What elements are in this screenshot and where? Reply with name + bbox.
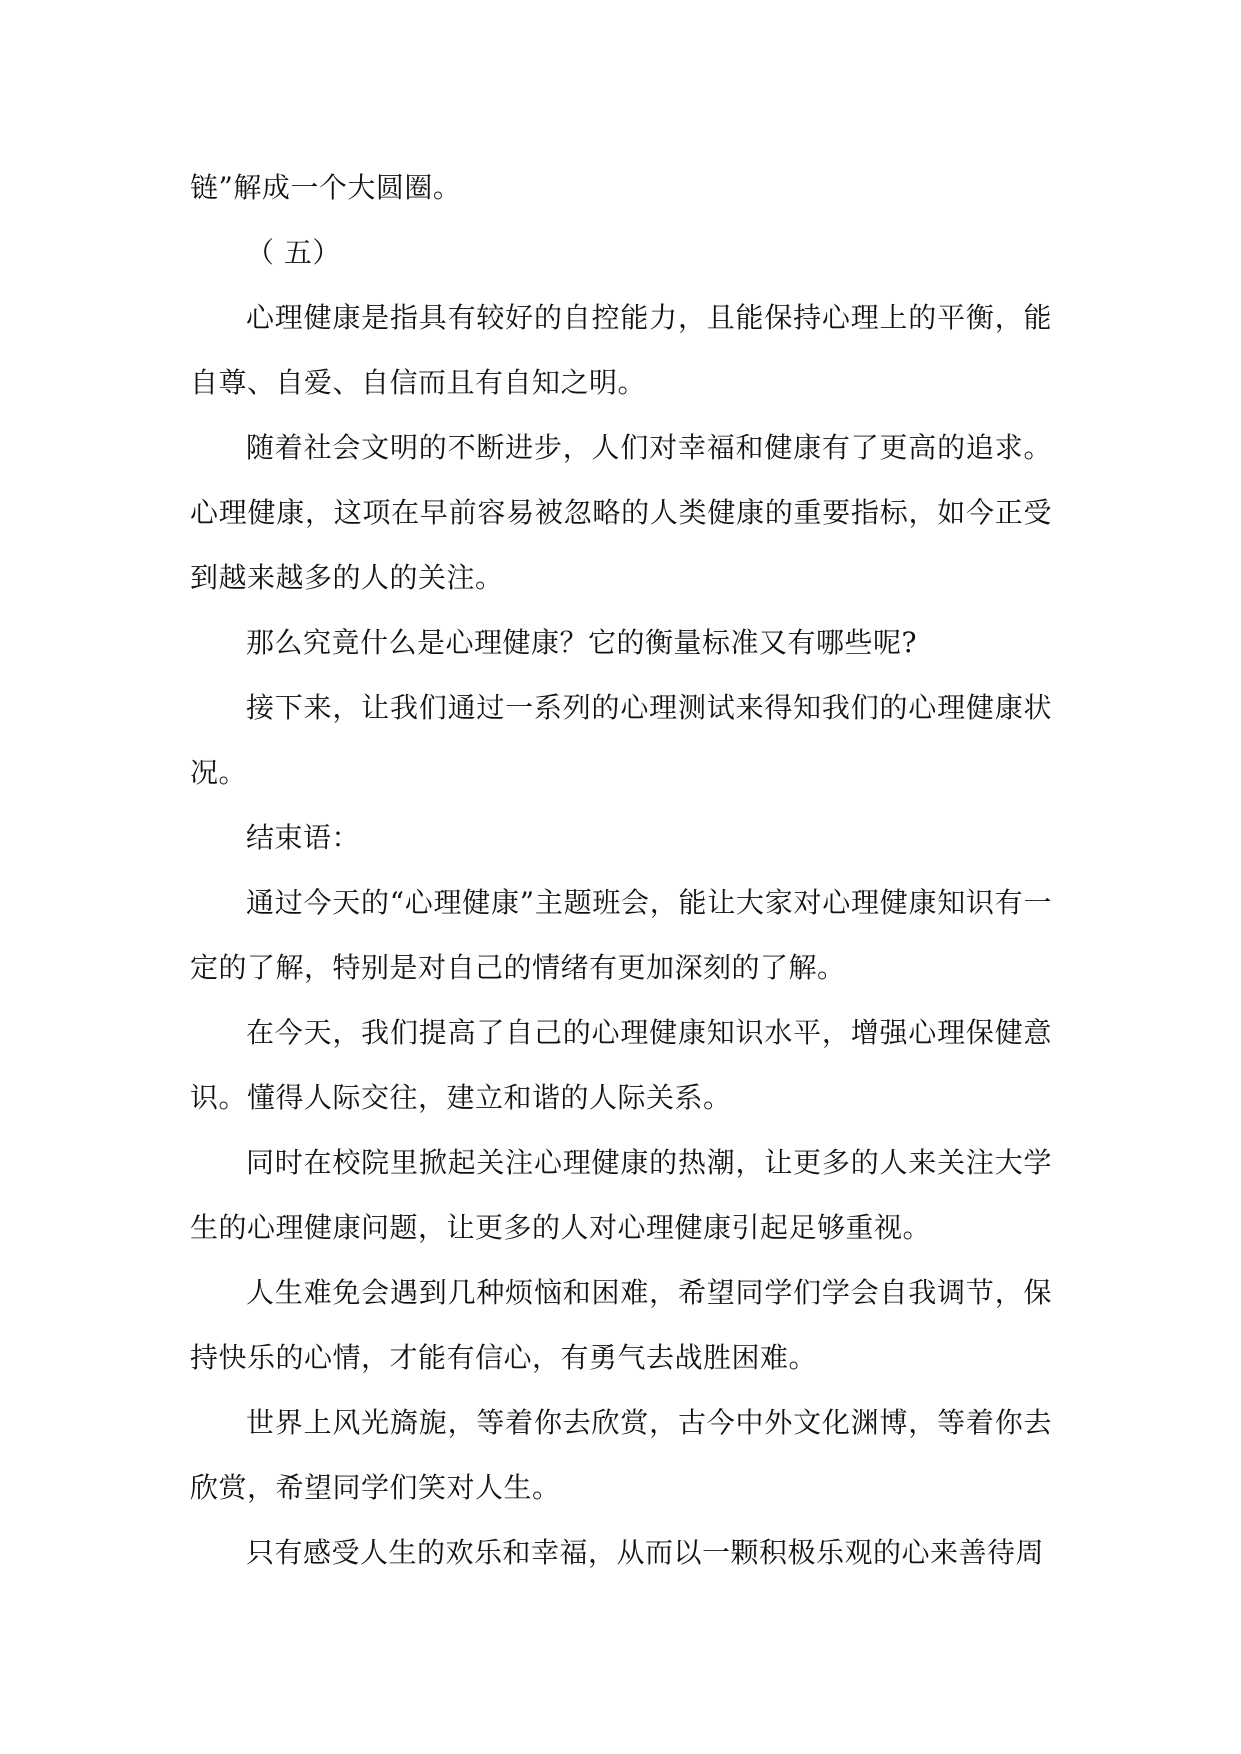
paragraph-closing-6: 只有感受人生的欢乐和幸福，从而以一颗积极乐观的心来善待周: [246, 1536, 1045, 1569]
paragraph-definition: 心理健康是指具有较好的自控能力，且能保持心理上的平衡，能自尊、自爱、自信而且有自知之明。: [190, 301, 1052, 399]
paragraph-society: 随着社会文明的不断进步，人们对幸福和健康有了更高的追求。心理健康，这项在早前容易被忽略的人类健康的重要指标，如今正受到越来越多的人的关注。: [190, 431, 1052, 594]
paragraph-question: 那么究竟什么是心理健康？它的衡量标准又有哪些呢?: [246, 626, 918, 659]
closing-heading: 结束语：: [246, 821, 361, 854]
paragraph-closing-1: 通过今天的“心理健康”主题班会，能让大家对心理健康知识有一定的了解，特别是对自己的情绪有更加深刻的了解。: [190, 886, 1052, 984]
paragraph-closing-2: 在今天，我们提高了自己的心理健康知识水平，增强心理保健意识。懂得人际交往，建立和谐的人际关系。: [190, 1016, 1052, 1114]
paragraph-closing-5: 世界上风光旖旎，等着你去欣赏，古今中外文化渊博，等着你去欣赏，希望同学们笑对人生。: [190, 1406, 1052, 1504]
paragraph-closing-3: 同时在校院里掀起关注心理健康的热潮，让更多的人来关注大学生的心理健康问题，让更多的人对心理健康引起足够重视。: [190, 1146, 1052, 1244]
paragraph-next: 接下来，让我们通过一系列的心理测试来得知我们的心理健康状况。: [190, 691, 1052, 789]
section-number: （ 五）: [246, 236, 341, 269]
paragraph-closing-4: 人生难免会遇到几种烦恼和困难，希望同学们学会自我调节，保持快乐的心情，才能有信心，有勇气去战胜困难。: [190, 1276, 1052, 1374]
body-text: [190, 155, 1052, 1585]
paragraph-continuation: 链”解成一个大圆圈。: [190, 171, 462, 204]
